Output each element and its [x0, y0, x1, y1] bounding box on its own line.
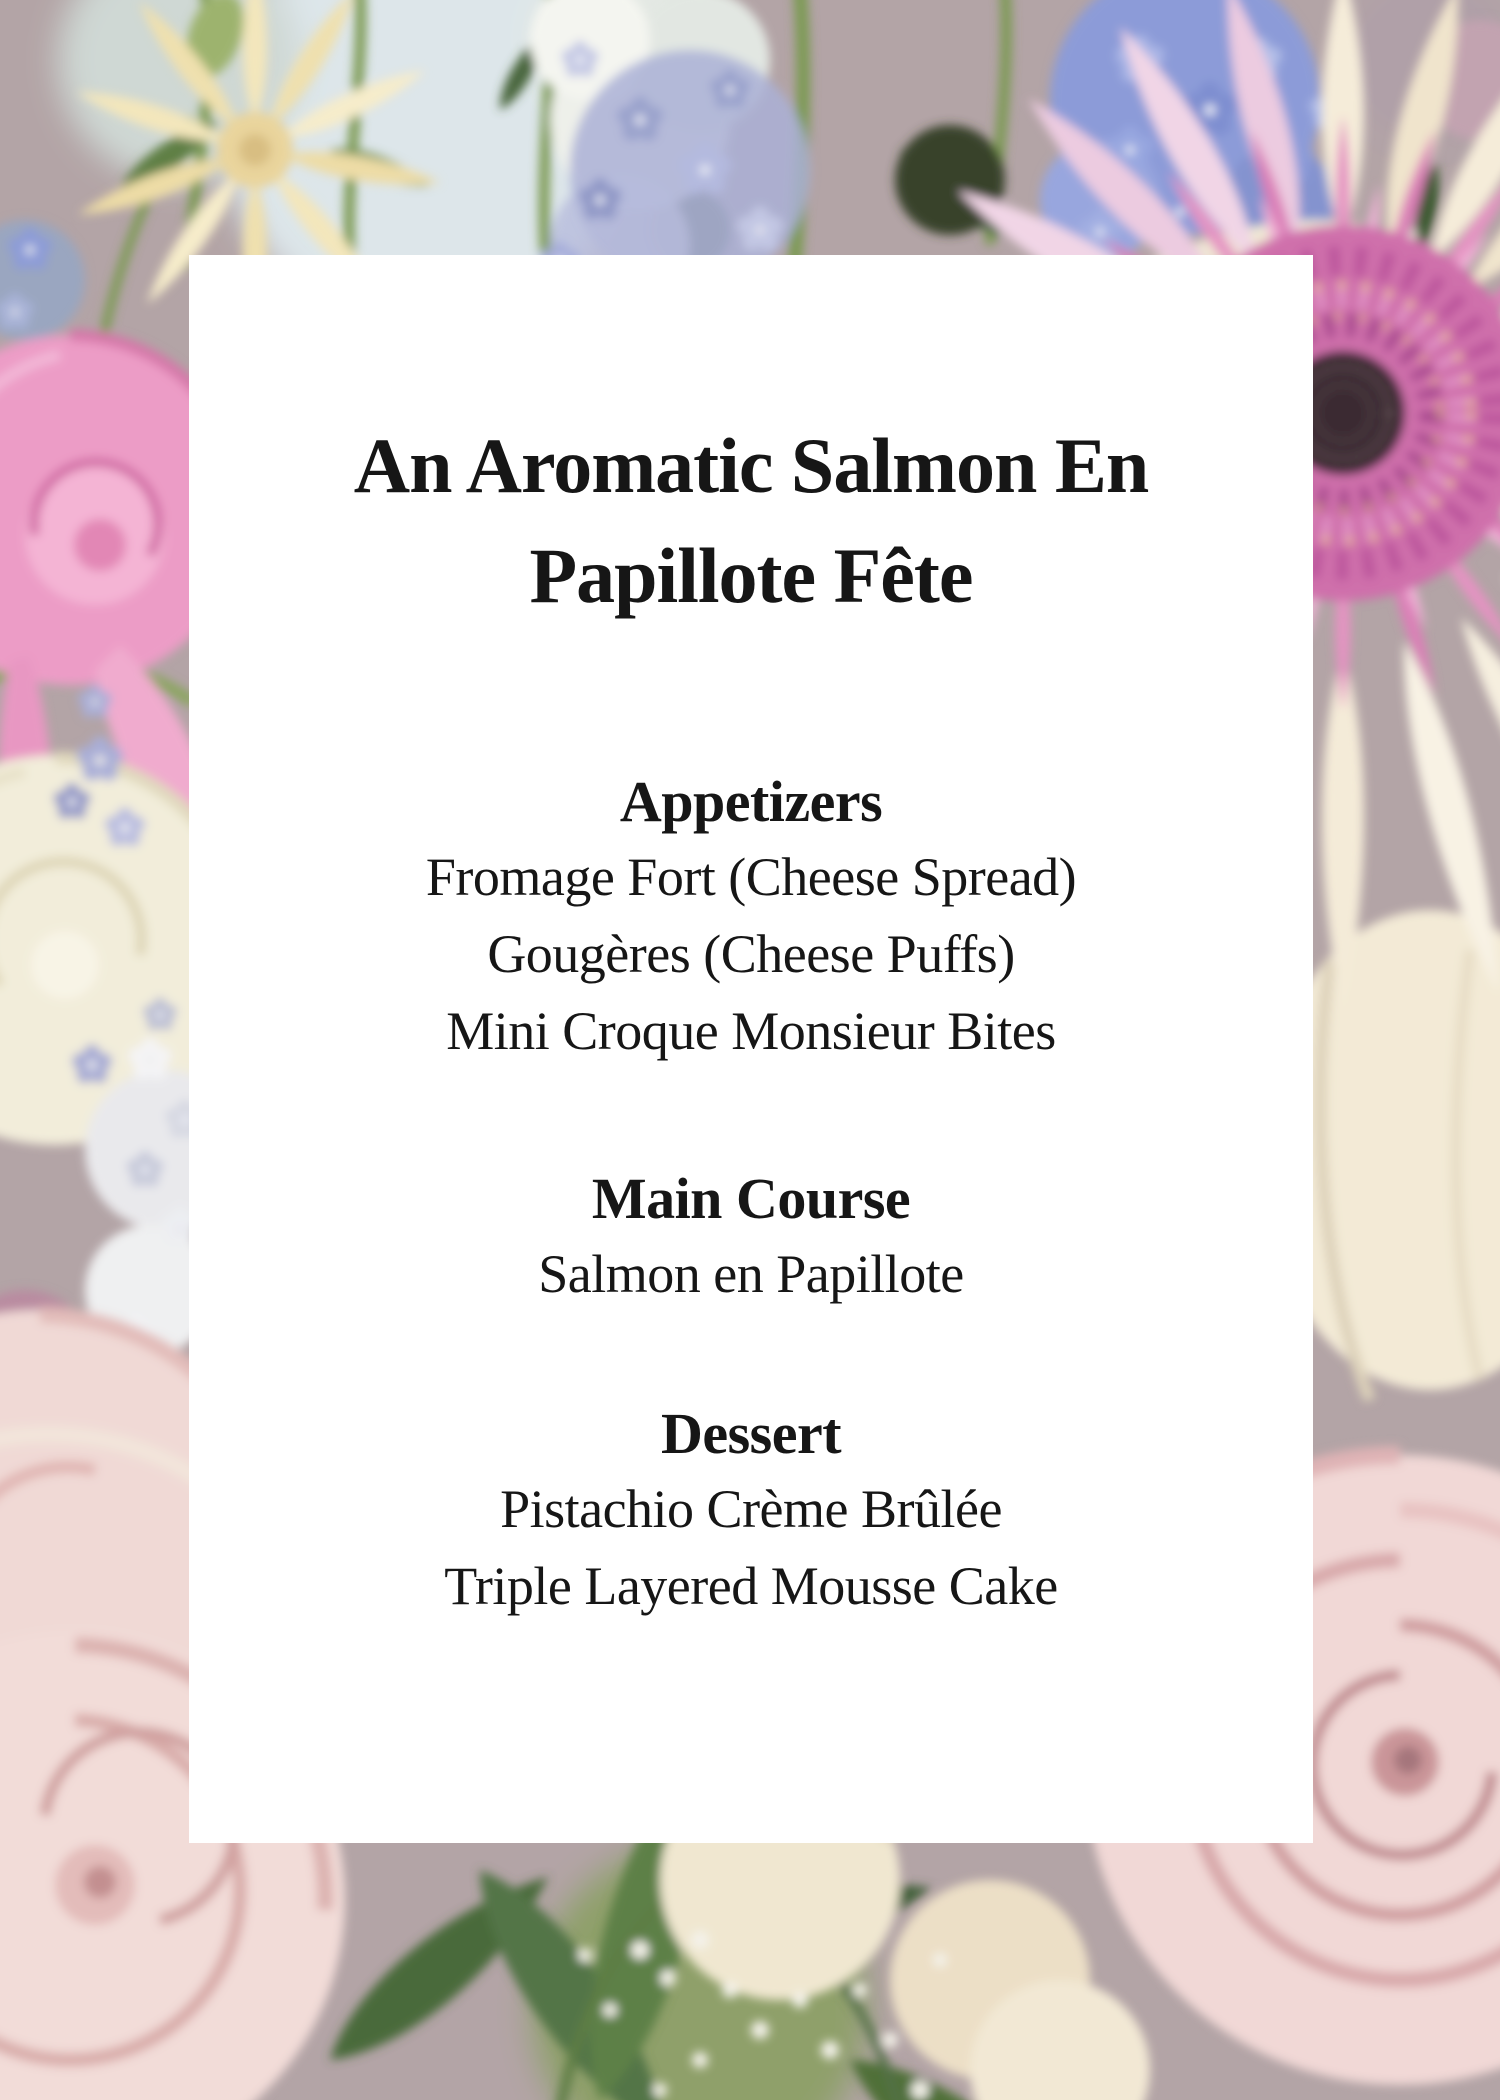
- section-appetizers-heading: Appetizers: [619, 769, 883, 834]
- section-dessert-heading: Dessert: [660, 1401, 842, 1466]
- menu-item-creme-brulee: Pistachio Crème Brûlée: [500, 1479, 1002, 1539]
- section-main-course-heading: Main Course: [591, 1166, 911, 1231]
- menu-title: [189, 411, 1313, 631]
- section-dessert: [189, 1397, 1313, 1625]
- menu-title-line1: An Aromatic Salmon En: [353, 422, 1149, 509]
- menu-title-line2: Papillote Fête: [529, 532, 973, 619]
- menu-item-gougeres: Gougères (Cheese Puffs): [487, 924, 1015, 984]
- menu-item-fromage-fort: Fromage Fort (Cheese Spread): [425, 847, 1077, 907]
- menu-card: [189, 255, 1313, 1843]
- section-appetizers: [189, 765, 1313, 1070]
- menu-item-mousse-cake: Triple Layered Mousse Cake: [444, 1556, 1058, 1616]
- menu-item-croque-monsieur: Mini Croque Monsieur Bites: [446, 1001, 1056, 1061]
- menu-item-salmon: Salmon en Papillote: [538, 1244, 964, 1304]
- section-main-course: [189, 1162, 1313, 1313]
